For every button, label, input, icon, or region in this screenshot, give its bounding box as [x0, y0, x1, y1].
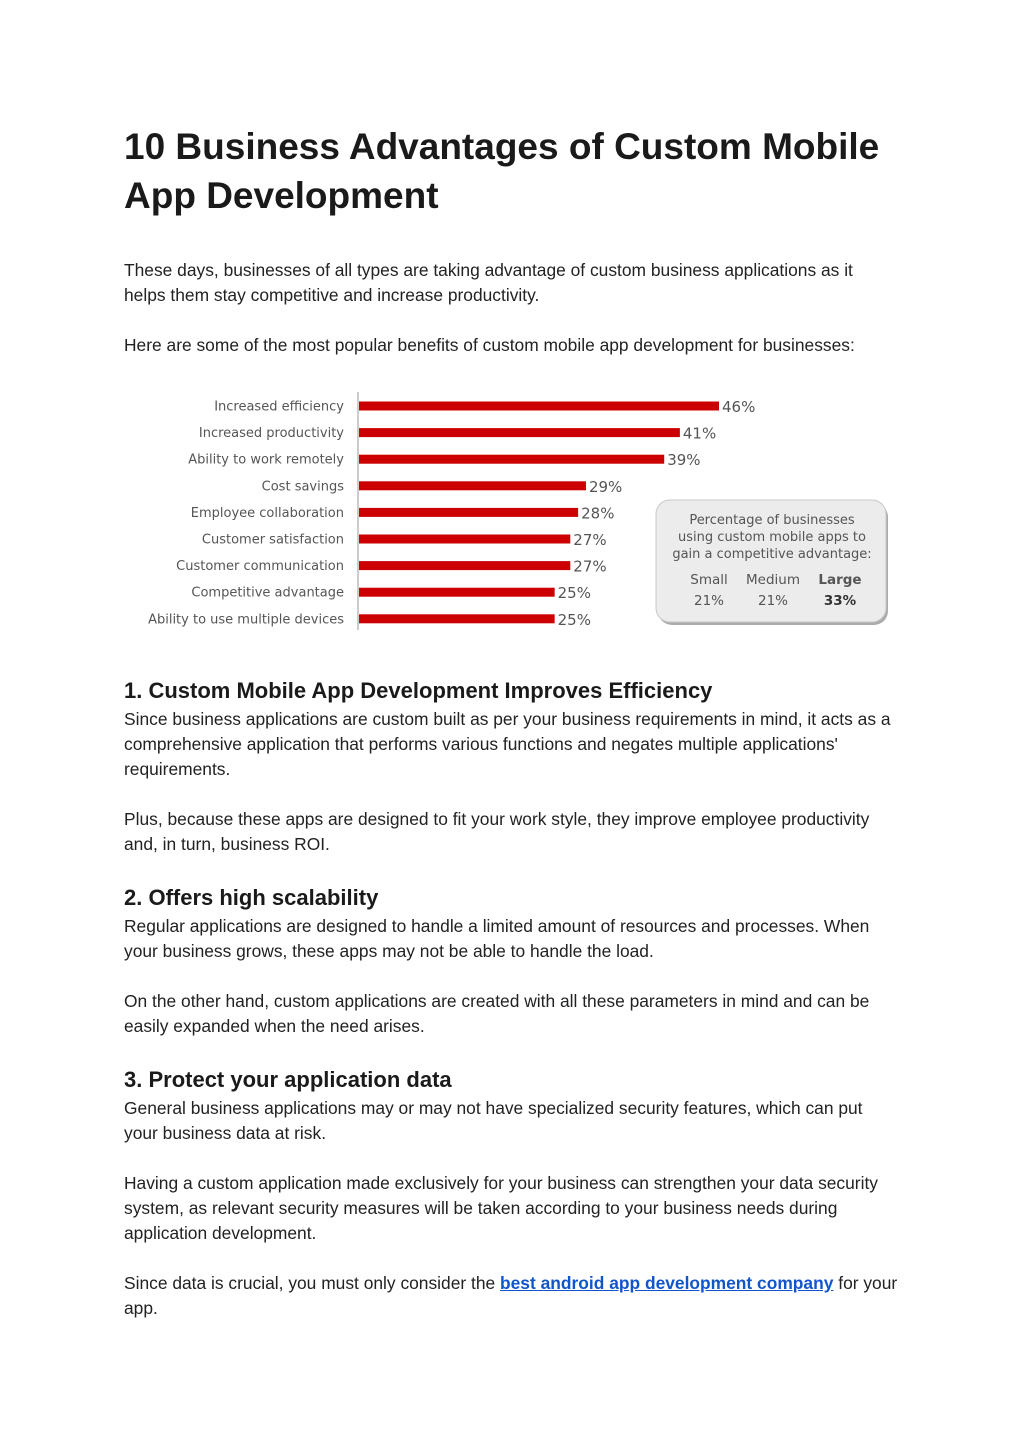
callout-column-value: 21% [693, 593, 725, 609]
chart-svg [136, 390, 896, 636]
callout-title-line: using custom mobile apps to [678, 530, 866, 545]
category-label: Increased productivity [198, 426, 344, 442]
closing-paragraph [124, 1271, 899, 1321]
data-bar [359, 402, 719, 411]
section-3-paragraph-1: General business applications may or may not have specialized security features, which can put your business data at risk. [124, 1098, 863, 1143]
callout-column-label: Small [690, 572, 728, 588]
category-label: Ability to work remotely [188, 452, 344, 468]
section-1-paragraph-1: Since business applications are custom built as per your business requirements in mind, it acts as a comprehensive application that performs various functions and negates multiple applications' requirements. [124, 709, 891, 779]
data-bar [359, 535, 570, 544]
category-label: Competitive advantage [191, 585, 344, 601]
value-label: 41% [682, 424, 717, 443]
category-label: Customer satisfaction [201, 532, 344, 548]
value-label: 29% [588, 477, 623, 496]
value-label: 46% [722, 398, 756, 416]
data-bar [359, 561, 570, 570]
section-1-heading: 1. Custom Mobile App Development Improves Efficiency [124, 678, 713, 703]
callout-column-value: 33% [823, 593, 857, 609]
category-label: Customer communication [176, 559, 344, 575]
value-label: 25% [557, 610, 591, 629]
company-link[interactable]: best android app development company [500, 1273, 834, 1293]
callout-title-line: gain a competitive advantage: [672, 547, 872, 562]
section-2-heading: 2. Offers high scalability [124, 885, 379, 910]
closing-text-after-link: for your app. [124, 1273, 898, 1318]
data-bar [359, 614, 555, 623]
data-bar [359, 588, 555, 597]
callout-column-value: 21% [757, 593, 789, 609]
closing-text-before-link: Since data is crucial, you must only consider the [124, 1273, 501, 1293]
category-label: Cost savings [261, 479, 344, 495]
section-1-paragraph-2: Plus, because these apps are designed to fit your work style, they improve employee productivity and, in turn, business ROI. [124, 809, 870, 854]
data-bar [359, 455, 664, 464]
data-bar [359, 508, 578, 517]
value-label: 27% [573, 557, 607, 576]
category-label: Increased efficiency [214, 399, 344, 415]
article-title: 10 Business Advantages of Custom Mobile App Development [124, 126, 880, 216]
callout-column-label: Medium [746, 572, 800, 588]
category-label: Ability to use multiple devices [148, 612, 344, 628]
section-3-paragraph-2: Having a custom application made exclusively for your business can strengthen your data security system, as relevant security measures will be taken according to your business needs during application development. [124, 1173, 878, 1243]
value-label: 28% [581, 504, 615, 523]
section-3-heading: 3. Protect your application data [124, 1067, 452, 1092]
callout-column-label: Large [818, 572, 862, 588]
intro-paragraph-1: These days, businesses of all types are taking advantage of custom business applications as it helps them stay competitive and increase productivity. [124, 260, 853, 305]
data-bar [359, 481, 586, 490]
value-label: 27% [573, 531, 607, 549]
value-label: 25% [557, 584, 591, 603]
value-label: 39% [667, 451, 701, 470]
intro-paragraph-2: Here are some of the most popular benefits of custom mobile app development for businesses: [124, 335, 855, 355]
category-label: Employee collaboration [190, 505, 344, 521]
section-2-paragraph-2: On the other hand, custom applications are created with all these parameters in mind and can be easily expanded when the need arises. [124, 991, 870, 1036]
callout-title-line: Percentage of businesses [689, 513, 855, 528]
section-2-paragraph-1: Regular applications are designed to handle a limited amount of resources and processes. When your business grows, these apps may not be able to handle the load. [124, 916, 870, 961]
benefits-bar-chart [136, 390, 896, 636]
data-bar [359, 428, 680, 437]
